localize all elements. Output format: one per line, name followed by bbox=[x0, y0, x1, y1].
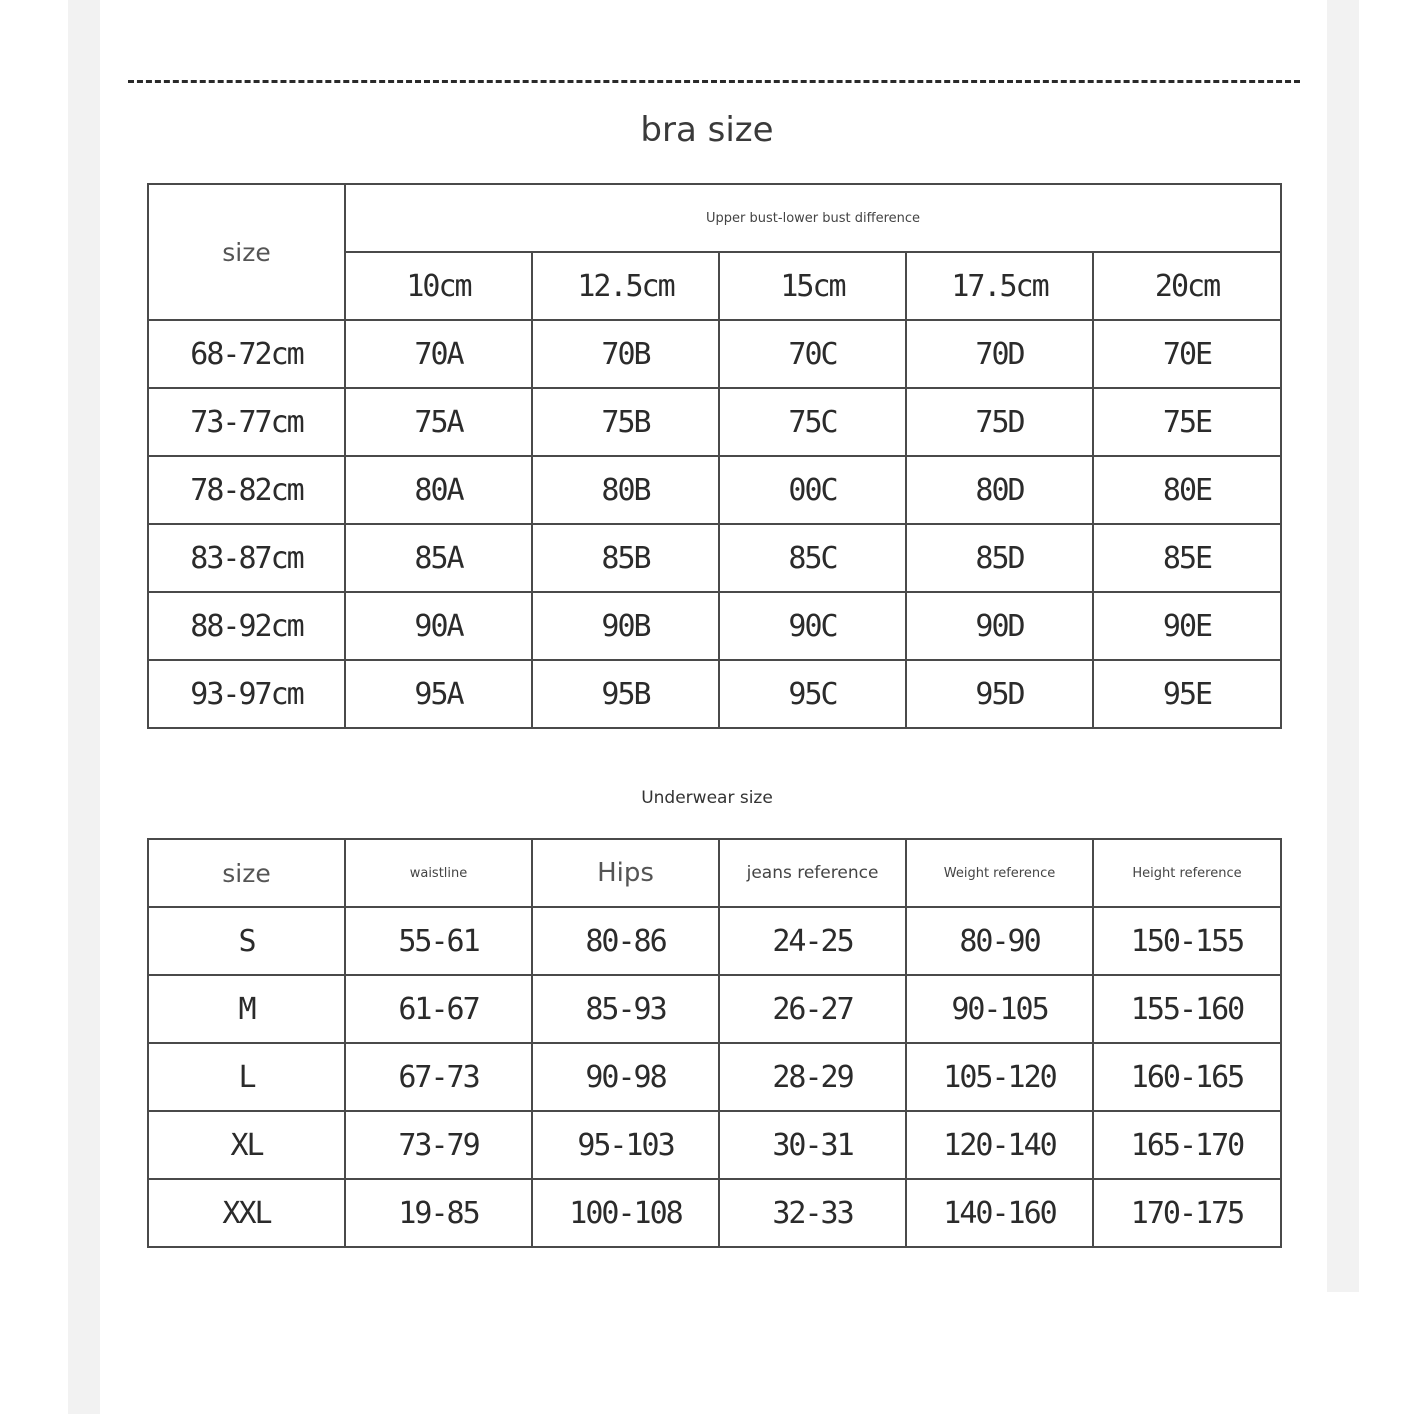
bra-size-cell: 95D bbox=[906, 660, 1093, 728]
left-edge-strip bbox=[68, 0, 100, 1414]
underwear-size-cell: XXL bbox=[148, 1179, 345, 1247]
underwear-value-cell: 105-120 bbox=[906, 1043, 1093, 1111]
underwear-value-cell: 73-79 bbox=[345, 1111, 532, 1179]
bra-size-cell: 90E bbox=[1093, 592, 1281, 660]
bra-size-cell: 80B bbox=[532, 456, 719, 524]
bra-range-cell: 73-77cm bbox=[148, 388, 345, 456]
bra-size-cell: 70C bbox=[719, 320, 906, 388]
underwear-row bbox=[148, 975, 1281, 1043]
underwear-row bbox=[148, 1043, 1281, 1111]
bra-size-cell: 75D bbox=[906, 388, 1093, 456]
bra-header-row bbox=[148, 184, 1281, 252]
underwear-size-title: Underwear size bbox=[641, 788, 773, 808]
bra-size-cell: 75A bbox=[345, 388, 532, 456]
underwear-value-cell: 100-108 bbox=[532, 1179, 719, 1247]
bra-size-cell: 90D bbox=[906, 592, 1093, 660]
bra-size-cell: 70D bbox=[906, 320, 1093, 388]
bra-size-header: size bbox=[148, 184, 345, 320]
underwear-value-cell: 24-25 bbox=[719, 907, 906, 975]
bra-size-cell: 85E bbox=[1093, 524, 1281, 592]
bra-size-cell: 70A bbox=[345, 320, 532, 388]
underwear-value-cell: 85-93 bbox=[532, 975, 719, 1043]
underwear-size-header: size bbox=[148, 839, 345, 907]
bra-column-header: 17.5cm bbox=[906, 252, 1093, 320]
bra-size-cell: 80D bbox=[906, 456, 1093, 524]
underwear-value-cell: 80-86 bbox=[532, 907, 719, 975]
underwear-value-cell: 67-73 bbox=[345, 1043, 532, 1111]
underwear-row bbox=[148, 1179, 1281, 1247]
bra-column-header: 10cm bbox=[345, 252, 532, 320]
underwear-value-cell: 55-61 bbox=[345, 907, 532, 975]
bra-row bbox=[148, 660, 1281, 728]
bra-size-cell: 75E bbox=[1093, 388, 1281, 456]
bra-size-cell: 80A bbox=[345, 456, 532, 524]
bra-column-header: 20cm bbox=[1093, 252, 1281, 320]
underwear-value-cell: 150-155 bbox=[1093, 907, 1281, 975]
waistline-header: waistline bbox=[345, 839, 532, 907]
bra-size-cell: 85B bbox=[532, 524, 719, 592]
bra-row bbox=[148, 388, 1281, 456]
bra-range-cell: 83-87cm bbox=[148, 524, 345, 592]
bra-range-cell: 78-82cm bbox=[148, 456, 345, 524]
bra-range-cell: 93-97cm bbox=[148, 660, 345, 728]
underwear-value-cell: 19-85 bbox=[345, 1179, 532, 1247]
bra-size-cell: 85D bbox=[906, 524, 1093, 592]
underwear-value-cell: 90-105 bbox=[906, 975, 1093, 1043]
bra-size-title: bra size bbox=[640, 110, 774, 150]
hips-header: Hips bbox=[532, 839, 719, 907]
underwear-row bbox=[148, 907, 1281, 975]
bra-size-cell: 80E bbox=[1093, 456, 1281, 524]
weight-reference-header: Weight reference bbox=[906, 839, 1093, 907]
underwear-value-cell: 165-170 bbox=[1093, 1111, 1281, 1179]
underwear-header-row bbox=[148, 839, 1281, 907]
underwear-value-cell: 30-31 bbox=[719, 1111, 906, 1179]
bra-size-cell: 95B bbox=[532, 660, 719, 728]
bra-size-cell: 95C bbox=[719, 660, 906, 728]
underwear-size-cell: XL bbox=[148, 1111, 345, 1179]
dashed-divider bbox=[128, 80, 1300, 83]
bra-row bbox=[148, 456, 1281, 524]
underwear-value-cell: 28-29 bbox=[719, 1043, 906, 1111]
underwear-size-cell: L bbox=[148, 1043, 345, 1111]
bra-range-cell: 68-72cm bbox=[148, 320, 345, 388]
bra-size-cell: 95A bbox=[345, 660, 532, 728]
bra-size-cell: 95E bbox=[1093, 660, 1281, 728]
underwear-row bbox=[148, 1111, 1281, 1179]
underwear-value-cell: 26-27 bbox=[719, 975, 906, 1043]
height-reference-header: Height reference bbox=[1093, 839, 1281, 907]
underwear-value-cell: 95-103 bbox=[532, 1111, 719, 1179]
bra-size-cell: 75B bbox=[532, 388, 719, 456]
bra-column-header: 12.5cm bbox=[532, 252, 719, 320]
underwear-value-cell: 155-160 bbox=[1093, 975, 1281, 1043]
right-edge-strip bbox=[1327, 0, 1359, 1292]
jeans-reference-header: jeans reference bbox=[719, 839, 906, 907]
underwear-size-table bbox=[147, 838, 1282, 1248]
bra-size-cell: 90B bbox=[532, 592, 719, 660]
underwear-value-cell: 32-33 bbox=[719, 1179, 906, 1247]
underwear-value-cell: 160-165 bbox=[1093, 1043, 1281, 1111]
bra-size-cell: 70B bbox=[532, 320, 719, 388]
underwear-value-cell: 90-98 bbox=[532, 1043, 719, 1111]
underwear-value-cell: 61-67 bbox=[345, 975, 532, 1043]
underwear-value-cell: 80-90 bbox=[906, 907, 1093, 975]
bra-column-header: 15cm bbox=[719, 252, 906, 320]
underwear-size-cell: M bbox=[148, 975, 345, 1043]
bra-row bbox=[148, 320, 1281, 388]
underwear-size-cell: S bbox=[148, 907, 345, 975]
bra-row bbox=[148, 524, 1281, 592]
underwear-value-cell: 170-175 bbox=[1093, 1179, 1281, 1247]
bra-size-cell: 90C bbox=[719, 592, 906, 660]
bra-size-table bbox=[147, 183, 1282, 729]
underwear-value-cell: 120-140 bbox=[906, 1111, 1093, 1179]
bra-group-header: Upper bust-lower bust difference bbox=[345, 184, 1281, 252]
underwear-value-cell: 140-160 bbox=[906, 1179, 1093, 1247]
bra-row bbox=[148, 592, 1281, 660]
bra-size-cell: 70E bbox=[1093, 320, 1281, 388]
bra-size-cell: 90A bbox=[345, 592, 532, 660]
bra-size-cell: 00C bbox=[719, 456, 906, 524]
bra-size-cell: 85C bbox=[719, 524, 906, 592]
bra-size-cell: 85A bbox=[345, 524, 532, 592]
bra-range-cell: 88-92cm bbox=[148, 592, 345, 660]
bra-size-cell: 75C bbox=[719, 388, 906, 456]
